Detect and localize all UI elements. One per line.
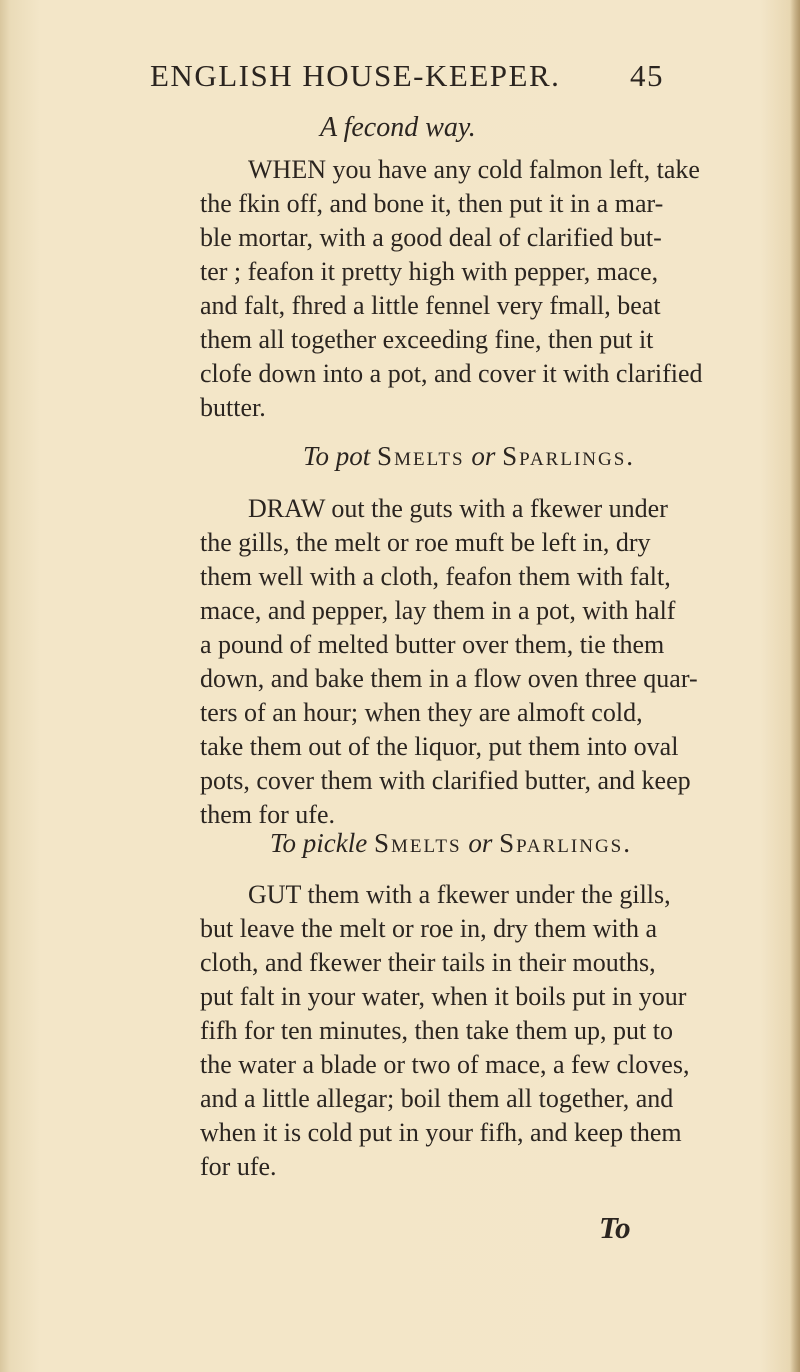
text-line: ter ; feafon it pretty high with pepper, mace, — [200, 257, 659, 286]
text-line: but leave the melt or roe in, dry them with a — [200, 914, 658, 943]
section-heading-text: A fecond way. — [320, 112, 476, 143]
text-line: the gills, the melt or roe muft be left in, dry — [200, 528, 651, 557]
text-line: WHEN you have any cold falmon left, take — [248, 155, 700, 184]
text-line: a pound of melted butter over them, tie them — [200, 630, 665, 659]
heading-name: Smelts — [374, 828, 462, 858]
paragraph-to-pickle-smelts — [200, 878, 800, 1184]
section-heading-second-way — [320, 112, 476, 144]
text-line: cloth, and fkewer their tails in their mouths, — [200, 948, 656, 977]
text-line: ters of an hour; when they are almoft cold, — [200, 698, 643, 727]
text-line: them for ufe. — [200, 800, 336, 829]
paragraph-second-way — [200, 153, 800, 425]
text-line: when it is cold put in your fifh, and keep them — [200, 1118, 682, 1147]
text-line: pots, cover them with clarified butter, and keep — [200, 766, 691, 795]
text-line: ble mortar, with a good deal of clarified but- — [200, 223, 662, 252]
text-line: down, and bake them in a flow oven three quar- — [200, 664, 698, 693]
text-line: and a little allegar; boil them all together, and — [200, 1084, 674, 1113]
text-line: and falt, fhred a little fennel very fmall, beat — [200, 291, 661, 320]
heading-name: Smelts — [377, 441, 465, 471]
heading-name2: Sparlings. — [502, 441, 636, 471]
text-line: clofe down into a pot, and cover it with clarified — [200, 359, 703, 388]
paragraph-to-pot-smelts — [200, 492, 800, 832]
text-line: them all together exceeding fine, then put it — [200, 325, 654, 354]
text-line: the fkin off, and bone it, then put it in a mar- — [200, 189, 664, 218]
text-line: GUT them with a fkewer under the gills, — [248, 880, 671, 909]
text-line: DRAW out the guts with a fkewer under — [248, 494, 668, 523]
section-heading-to-pickle-smelts — [270, 828, 632, 859]
text-line: mace, and pepper, lay them in a pot, with half — [200, 596, 676, 625]
text-line: fifh for ten minutes, then take them up, put to — [200, 1016, 673, 1045]
heading-or: or — [471, 441, 496, 471]
text-line: the water a blade or two of mace, a few cloves, — [200, 1050, 690, 1079]
heading-name2: Sparlings. — [499, 828, 633, 858]
heading-or: or — [468, 828, 493, 858]
text-line: put falt in your water, when it boils put in your — [200, 982, 687, 1011]
text-line: them well with a cloth, feafon them with falt, — [200, 562, 671, 591]
section-heading-to-pot-smelts — [303, 441, 635, 472]
text-line: for ufe. — [200, 1152, 277, 1181]
running-head-title: ENGLISH HOUSE-KEEPER. — [150, 58, 561, 93]
page-number: 45 — [630, 58, 664, 93]
heading-prefix: To pot — [303, 441, 371, 471]
running-head — [150, 58, 690, 102]
text-line: butter. — [200, 393, 266, 422]
heading-prefix: To pickle — [270, 828, 368, 858]
catchword: To — [599, 1210, 631, 1245]
text-line: take them out of the liquor, put them into oval — [200, 732, 679, 761]
